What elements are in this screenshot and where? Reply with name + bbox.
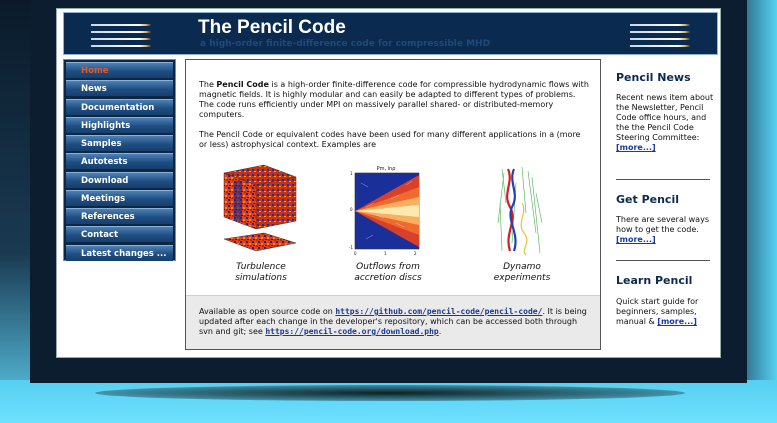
svg-text:0: 0 [350,207,353,212]
opensource-pre: Available as open source code on [199,307,336,316]
svg-text:1: 1 [384,251,387,256]
nav-item-contact[interactable]: Contact [66,226,173,242]
caption-line: Turbulence [236,262,286,272]
nav-item-autotests[interactable]: Autotests [66,153,173,169]
nav-item-samples[interactable]: Samples [66,135,173,151]
caption-line: accretion discs [354,273,422,283]
plot-label: Pm, lnρ [376,166,396,172]
svg-text:2: 2 [414,251,417,256]
nav-item-news[interactable]: News [66,80,173,96]
sidebar-divider [616,179,710,180]
intro-paragraph [199,80,591,120]
caption-line: simulations [235,273,287,283]
intro-pre: The [199,80,217,89]
turbulence-figure[interactable] [216,163,306,261]
nav-item-highlights[interactable]: Highlights [66,117,173,133]
main-content [185,59,601,350]
learn-pencil-body: Quick start guide for beginners, samples, manual & [616,297,699,326]
opensource-post: . [438,327,442,336]
nav-item-latest-changes[interactable]: Latest changes ... [66,245,173,261]
pencil-news-text [616,93,716,153]
turbulence-caption [214,262,308,284]
dynamo-caption [482,262,562,284]
nav-item-meetings[interactable]: Meetings [66,190,173,206]
sidebar-divider [616,260,710,261]
download-page-link[interactable]: https://pencil-code.org/download.php [265,327,439,336]
intro-post: is a high-order finite-difference code for compressible hydrodynamic flows with magnetic fields. It is highly modular and can easily be adapted to different types of problems. The code runs efficiently under MPI on massively parallel shared- or distributed-memory computers. [199,80,589,119]
nav-item-references[interactable]: References [66,208,173,224]
get-pencil-more-link[interactable]: [more...] [616,235,656,244]
caption-line: experiments [493,273,551,283]
get-pencil-body: There are several ways how to get the code. [616,215,709,234]
get-pencil-text [616,215,716,245]
pencils-icon [630,19,690,49]
dynamo-figure[interactable] [492,163,552,261]
nav-item-documentation[interactable]: Documentation [66,99,173,115]
learn-pencil-more-link[interactable]: [more...] [657,317,697,326]
pencil-news-more-link[interactable]: [more...] [616,143,656,152]
learn-pencil-title: Learn Pencil [616,274,693,287]
pencils-icon [91,19,151,49]
github-link[interactable]: https://github.com/pencil-code/pencil-code/ [335,307,543,316]
nav-item-download[interactable]: Download [66,172,173,188]
svg-text:0: 0 [354,251,357,256]
outflows-figure[interactable] [346,163,426,261]
intro-strong: Pencil Code [216,80,269,89]
site-subtitle: a high-order finite-difference code for compressible MHD [200,39,491,49]
open-source-paragraph [199,307,591,337]
pencil-news-title: Pencil News [616,71,691,84]
monitor-shadow [95,385,685,401]
main-navigation [63,59,176,261]
pencil-news-body: Recent news item about the Newsletter, Pencil Code office hours, and the the Pencil Code Steering Committee: [616,93,714,142]
svg-text:1: 1 [350,171,353,176]
learn-pencil-text [616,297,716,327]
right-sidebar [608,59,718,350]
caption-line: Outflows from [356,262,420,272]
main-intro-panel [186,60,600,295]
nav-item-home[interactable]: Home [66,62,173,78]
get-pencil-title: Get Pencil [616,193,679,206]
applications-paragraph: The Pencil Code or equivalent codes have been used for many different applications in a (more or less) astrophysical context. Examples are [199,130,581,149]
opensource-mid: . It is being updated after each change in the developer's repository, which can be accessed both through svn and git; see [199,307,587,336]
outflows-caption [346,262,430,284]
site-header [63,12,718,55]
svg-text:-1: -1 [349,245,353,250]
open-source-panel [186,295,600,349]
caption-line: Dynamo [503,262,541,272]
site-title[interactable]: The Pencil Code [198,17,346,38]
